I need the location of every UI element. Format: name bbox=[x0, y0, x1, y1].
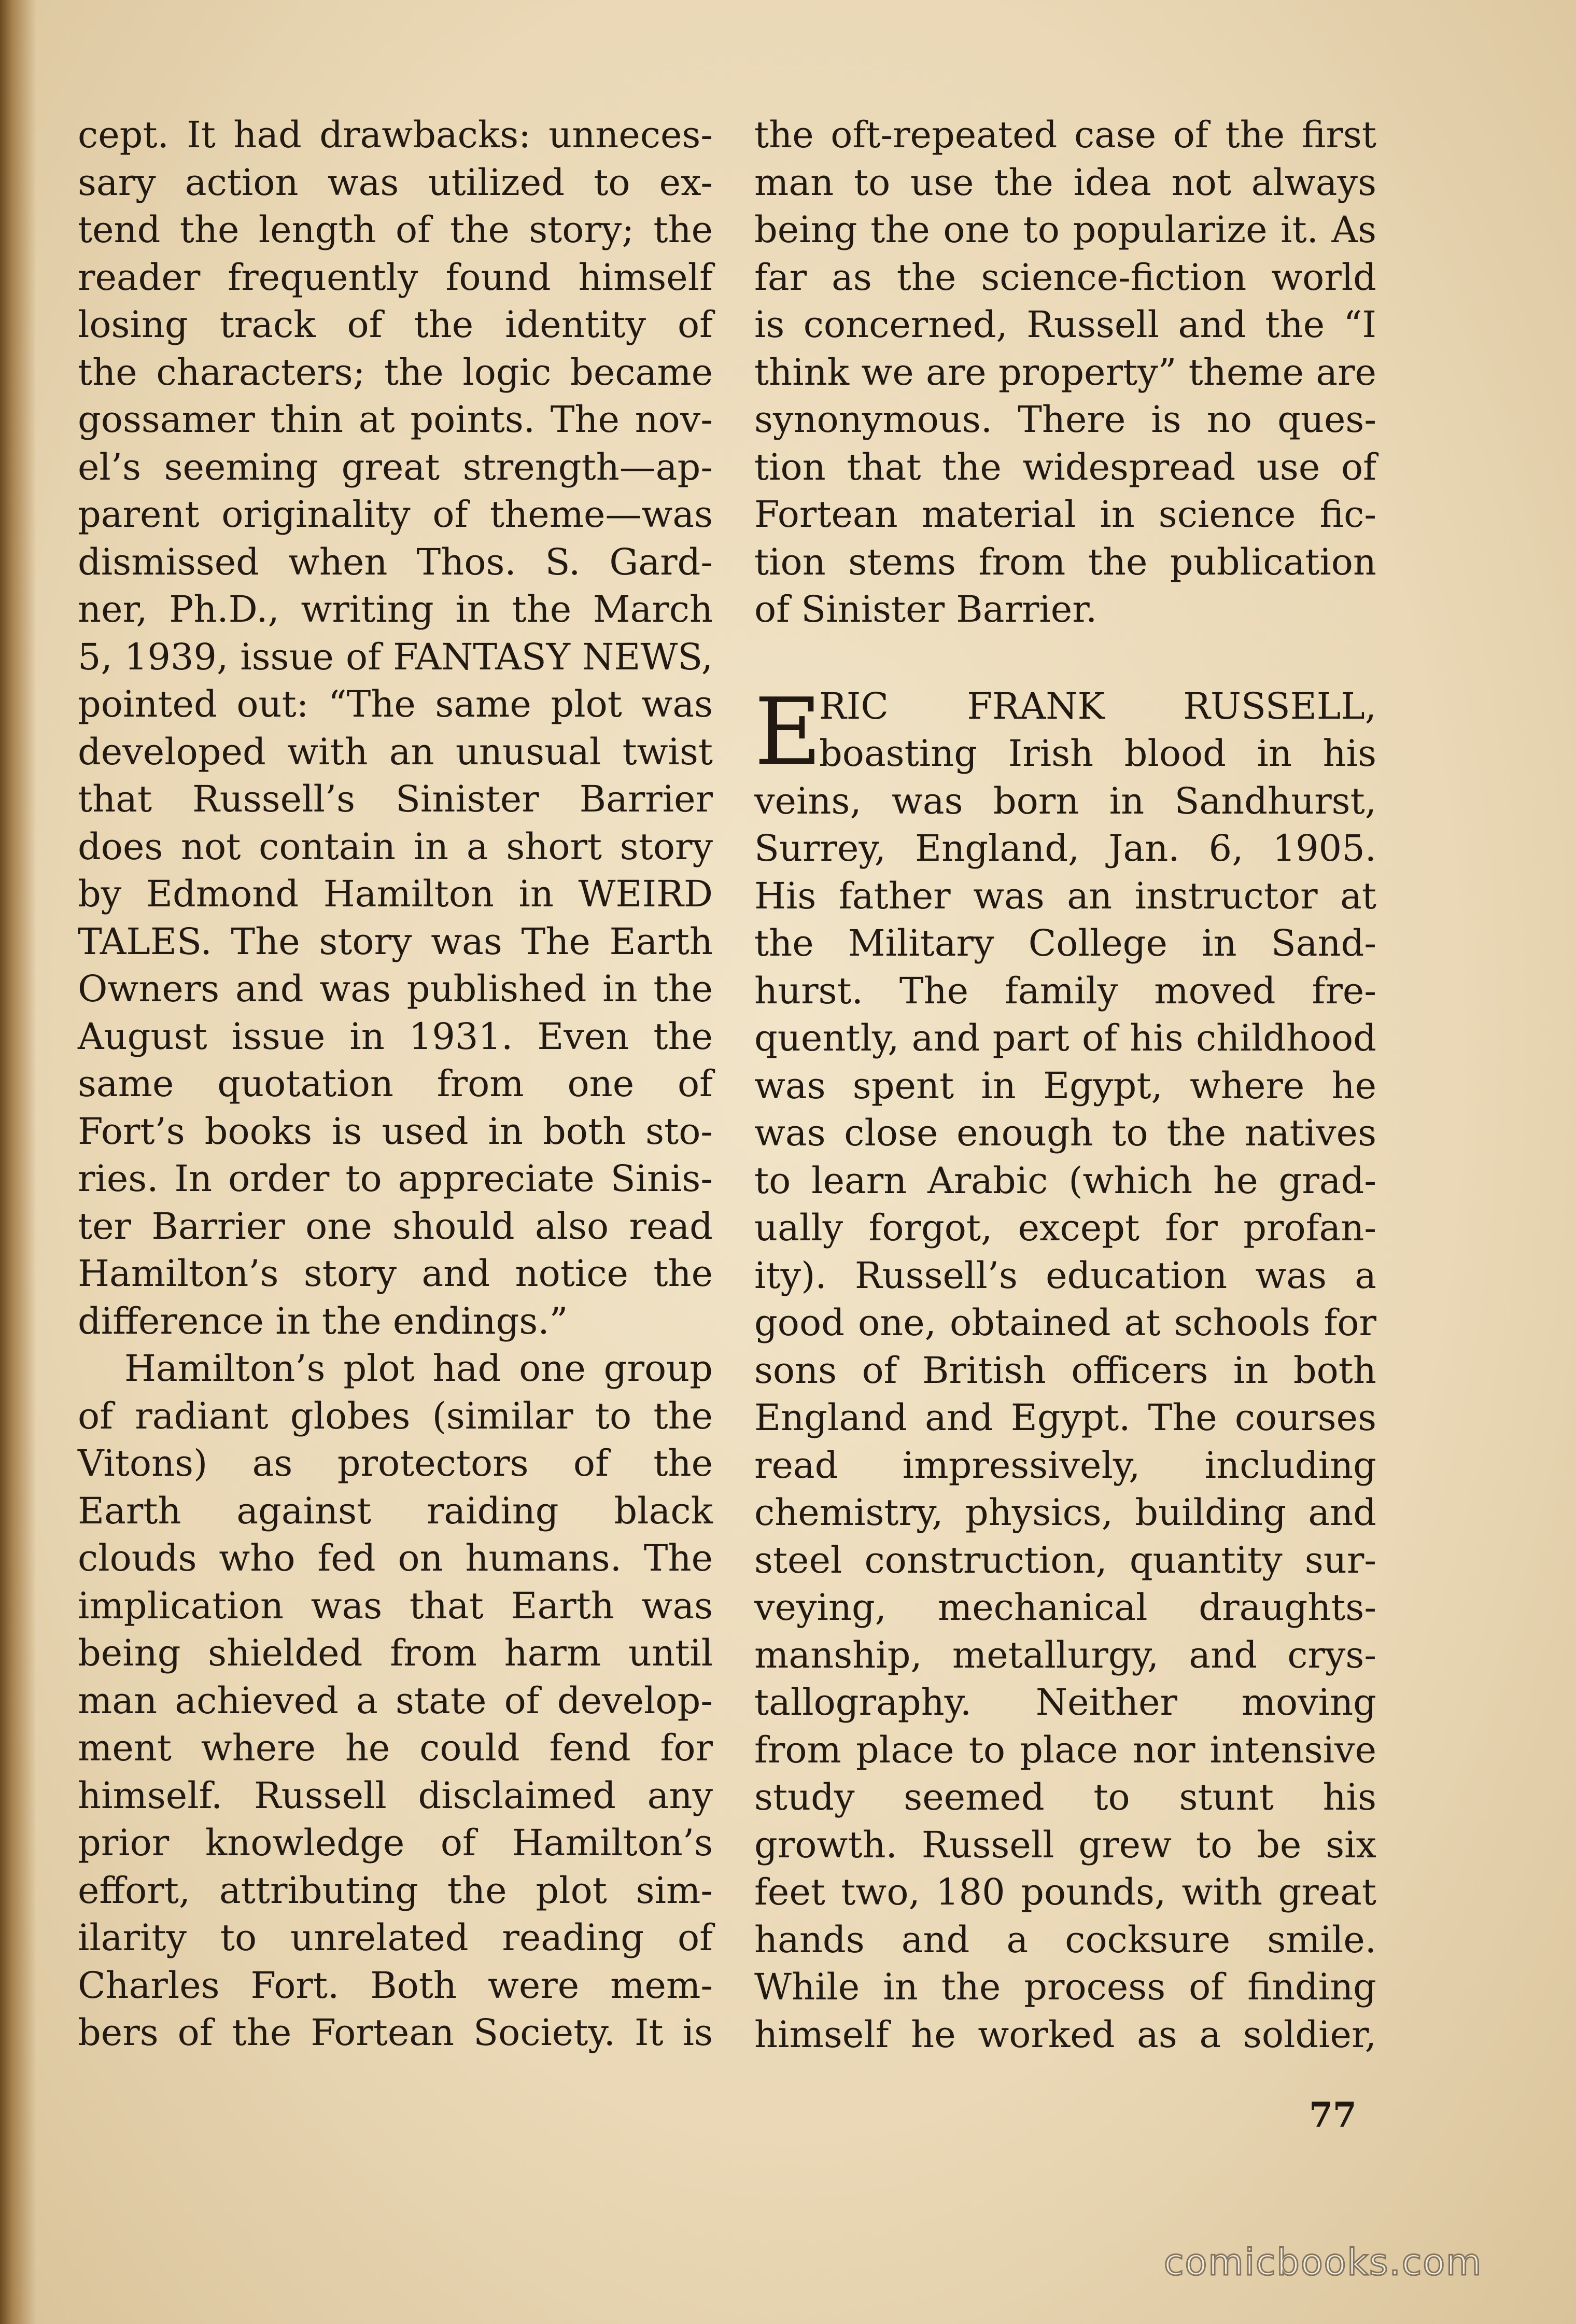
text-line: veying, mechanical draughts- bbox=[754, 1586, 1376, 1629]
text-line: the Military College in Sand- bbox=[754, 922, 1376, 964]
text-line: was close enough to the natives bbox=[754, 1112, 1376, 1154]
text-line: tion stems from the publication bbox=[754, 540, 1376, 583]
text-line: boasting Irish blood in his bbox=[819, 732, 1376, 775]
text-line: developed with an unusual twist bbox=[78, 730, 713, 773]
text-line: Hamilton’s plot had one group bbox=[124, 1347, 713, 1390]
text-line: Fort’s books is used in both sto- bbox=[78, 1110, 713, 1153]
text-line: chemistry, physics, building and bbox=[754, 1491, 1376, 1534]
text-line: think we are property” theme are bbox=[754, 351, 1376, 394]
text-line: being shielded from harm until bbox=[78, 1632, 713, 1674]
text-line: of Sinister Barrier. bbox=[754, 588, 1097, 631]
text-line: hurst. The family moved fre- bbox=[754, 969, 1376, 1012]
text-line: ually forgot, except for profan- bbox=[754, 1207, 1376, 1249]
text-line: parent originality of theme—was bbox=[78, 493, 713, 536]
text-line: tion that the widespread use of bbox=[754, 445, 1376, 488]
text-line: ment where he could fend for bbox=[78, 1727, 713, 1769]
text-line: His father was an instructor at bbox=[754, 874, 1376, 917]
text-line: tallography. Neither moving bbox=[754, 1681, 1376, 1724]
text-line: Owners and was published in the bbox=[78, 968, 713, 1010]
text-line: difference in the endings.” bbox=[78, 1299, 568, 1342]
text-line: el’s seeming great strength—ap- bbox=[78, 445, 713, 488]
text-line: same quotation from one of bbox=[78, 1062, 713, 1105]
text-line: is concerned, Russell and the “I bbox=[754, 303, 1376, 346]
text-line: sons of British officers in both bbox=[754, 1349, 1376, 1392]
text-line: does not contain in a short story bbox=[78, 825, 713, 868]
drop-cap: E bbox=[754, 678, 822, 786]
page-number: 77 bbox=[1309, 2095, 1357, 2135]
text-line: Fortean material in science fic- bbox=[754, 493, 1376, 536]
text-line: good one, obtained at schools for bbox=[754, 1301, 1376, 1344]
text-line: While in the process of finding bbox=[754, 1966, 1376, 2008]
text-line: far as the science-fiction world bbox=[754, 256, 1376, 299]
text-line: himself he worked as a soldier, bbox=[754, 2013, 1376, 2056]
text-line: August issue in 1931. Even the bbox=[78, 1015, 713, 1058]
binding-shadow bbox=[0, 0, 36, 2324]
text-line: England and Egypt. The courses bbox=[754, 1396, 1376, 1439]
text-line: effort, attributing the plot sim- bbox=[78, 1869, 713, 1912]
text-line: prior knowledge of Hamilton’s bbox=[78, 1822, 713, 1864]
text-line: study seemed to stunt his bbox=[754, 1776, 1376, 1818]
text-line: the oft-repeated case of the first bbox=[754, 114, 1376, 156]
text-line: of radiant globes (similar to the bbox=[78, 1394, 713, 1437]
text-line: man to use the idea not always bbox=[754, 161, 1376, 204]
text-line: read impressively, including bbox=[754, 1444, 1376, 1487]
text-line: dismissed when Thos. S. Gard- bbox=[78, 540, 713, 583]
text-line: Hamilton’s story and notice the bbox=[78, 1252, 713, 1295]
text-line: being the one to popularize it. As bbox=[754, 208, 1376, 251]
text-line: RIC FRANK RUSSELL, bbox=[819, 684, 1376, 727]
text-line: hands and a cocksure smile. bbox=[754, 1918, 1376, 1961]
text-line: sary action was utilized to ex- bbox=[78, 161, 713, 204]
text-line: was spent in Egypt, where he bbox=[754, 1064, 1376, 1107]
watermark: comicbooks.com bbox=[1164, 2241, 1483, 2284]
text-line: ter Barrier one should also read bbox=[78, 1205, 713, 1248]
text-line: to learn Arabic (which he grad- bbox=[754, 1159, 1376, 1202]
text-line: gossamer thin at points. The nov- bbox=[78, 398, 713, 441]
paragraph-gap bbox=[754, 634, 1376, 683]
text-line: reader frequently found himself bbox=[78, 256, 713, 299]
text-line: by Edmond Hamilton in WEIRD bbox=[78, 873, 713, 915]
text-line: clouds who fed on humans. The bbox=[78, 1537, 713, 1579]
text-line: from place to place nor intensive bbox=[754, 1728, 1376, 1771]
left-text-column bbox=[78, 111, 713, 2057]
text-line: synonymous. There is no ques- bbox=[754, 398, 1376, 441]
text-line: Charles Fort. Both were mem- bbox=[78, 1964, 713, 2007]
right-text-column bbox=[754, 111, 1376, 2059]
text-line: the characters; the logic became bbox=[78, 351, 713, 394]
text-line: veins, was born in Sandhurst, bbox=[754, 779, 1376, 822]
text-line: TALES. The story was The Earth bbox=[78, 920, 713, 963]
text-line: tend the length of the story; the bbox=[78, 208, 713, 251]
text-line: feet two, 180 pounds, with great bbox=[754, 1871, 1376, 1913]
text-line: quently, and part of his childhood bbox=[754, 1017, 1376, 1059]
text-line: ity). Russell’s education was a bbox=[754, 1254, 1376, 1297]
text-line: implication was that Earth was bbox=[78, 1584, 713, 1627]
text-line: bers of the Fortean Society. It is bbox=[78, 2011, 713, 2054]
text-line: man achieved a state of develop- bbox=[78, 1679, 713, 1722]
text-line: ner, Ph.D., writing in the March bbox=[78, 588, 713, 631]
text-line: Vitons) as protectors of the bbox=[78, 1442, 713, 1485]
text-line: pointed out: “The same plot was bbox=[78, 683, 713, 725]
text-line: that Russell’s Sinister Barrier bbox=[78, 778, 713, 820]
text-line: Earth against raiding black bbox=[78, 1489, 713, 1532]
text-line: 5, 1939, issue of FANTASY NEWS, bbox=[78, 635, 713, 678]
text-line: losing track of the identity of bbox=[78, 303, 713, 346]
text-line: cept. It had drawbacks: unneces- bbox=[78, 114, 713, 156]
text-line: himself. Russell disclaimed any bbox=[78, 1774, 713, 1817]
text-line: Surrey, England, Jan. 6, 1905. bbox=[754, 827, 1376, 870]
text-line: steel construction, quantity sur- bbox=[754, 1538, 1376, 1581]
section-start bbox=[754, 678, 1376, 786]
text-line: ilarity to unrelated reading of bbox=[78, 1916, 713, 1959]
text-line: manship, metallurgy, and crys- bbox=[754, 1633, 1376, 1676]
text-line: ries. In order to appreciate Sinis- bbox=[78, 1157, 713, 1200]
text-line: growth. Russell grew to be six bbox=[754, 1823, 1376, 1866]
